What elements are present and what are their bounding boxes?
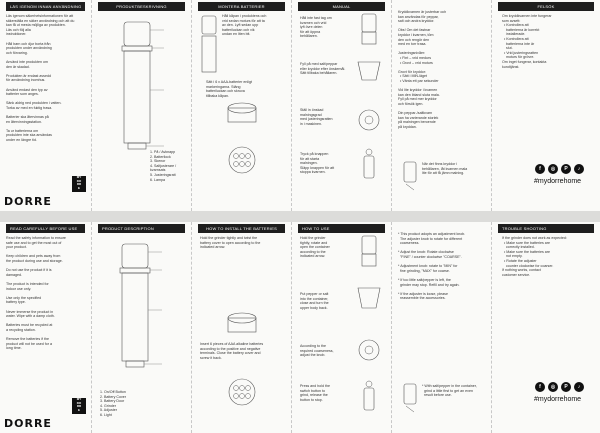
tiktok-icon[interactable]: ♪ [574,382,584,392]
adjustment-text: * This product adopts an adjustment knob. The adjuster knob to rotate for different coarseness. * Adjust the knob: Rotate clockwise "FINE" / counter clockwise "COARSE". * Adjustment knob: rotate to "MIN" for fine grinding, "MAX" for coarse. * If too little salt/pepper is left, the grinder may stop. Refill and try again. * If the adjuster is loose, please reassemble the accessories. [398,232,466,301]
usage-step-1: Håll inte fast tag om kvarnen och vrid lyft övre delen för att öppna behållaren. [300,16,332,39]
usage-step-2: Fyll på med salt/peppar eller kryddor efter önskemål. Sätt tillbaka behållaren. [300,62,346,76]
hashtag-text: #mydorrehome [534,396,582,403]
troubleshooting-text: If the grinder does not work as expected: • Make sure the batteries are correctly installed. • Make sure the batteries are not empty. • Rotate the adjuster counter clockwise for coarser. If nothing works, contact customer service. [502,236,567,277]
battery-header: HOW TO INSTALL THE BATTERIES [198,224,285,233]
social-icons [535,164,584,174]
sheet-divider [0,211,600,222]
battery-step-1: Hold the grinder tightly and twist the battery cover to open according to the indicated arrow. [200,236,261,250]
usage-illustrations [292,222,392,433]
usage-step-1: Hold the grinder tightly, rotate and open the container according to the indicated arrow. [300,236,330,259]
adjustment-last-step: När det finns kryddor i behållaren, låt kvarnen mala lite för att få jämn malning. [422,162,468,176]
instagram-icon[interactable]: ◎ [548,164,558,174]
usage-step-3: Ställ in önskad malningsgrad med justeringsratten in i maskinen. [300,108,333,126]
troubleshooting-panel [492,222,600,433]
brand-logo-box: MY DO RR E [72,398,86,414]
product-description-panel [92,222,192,433]
troubleshooting-text: Om kryddkvarnen inte fungerar som avsett: • Kontrollera att batterierna är korrekt installerade. • Kontrollera att batterierna inte är slut. • Vrid justeringsratten moturs för grövre. Om inget fungerar, kontakta kundtjänst. [502,14,552,69]
adjustment-panel [392,222,492,433]
troubleshooting-panel [492,0,600,211]
product-description-header: PRODUCT DESCRIPTION [98,224,185,233]
social-icons [535,382,584,392]
brand-logo-box: MY DO RR E [72,176,86,192]
facebook-icon[interactable]: f [535,382,545,392]
safety-header: LÄS IGENOM INNAN ANVÄNDNING [6,2,85,11]
usage-step-4: Press and hold the switch button to grind, release the button to stop. [300,384,330,402]
battery-illustrations [192,0,292,211]
usage-step-2: Put pepper or salt into the container, close and turn the upper body back. [300,292,329,310]
safety-text: Läs igenom säkerhetsinformationen för att säkerställa en säker användning och att du kan få ut mesta möjliga av produkten. Läs och följ alla instruktioner. Håll barn och djur borta från produkten under användning och förvaring. Använd inte produkten om den är skadad. Produkten är endast avsedd för användning inomhus. Använd endast den typ av batterier som anges. Sänk aldrig ned produkten i vatten. Torka av med en fuktig trasa. Batterier ska återvinnas på en återvinningsstation. Ta ur batterierna om produkten inte ska användas under en längre tid. [6,14,75,143]
part-list: 1. På / Avknapp 2. Batterilock 3. Skenor 4. Saltjusterare / kvarnsats 5. Justeringsratt 6. Lampa [150,150,177,182]
battery-step-2: Sätt i 6 x AAA-batterier enligt markeringarna. Stäng batteriluckan och skruva tillbaka kåpan. [206,80,252,98]
pinterest-icon[interactable]: P [561,382,571,392]
brand-wordmark: DORRE [4,417,52,430]
battery-illustrations [192,222,292,433]
hashtag-text: #mydorrehome [534,178,582,185]
part-list: 1. On/Off Button 2. Battery Cover 3. Battery Door 4. Grinder 5. Adjuster 6. Light [100,390,126,417]
product-description-panel [92,0,192,211]
adjustment-text: Kryddkvarnen är justerbar och kan användas för peppar, salt och andra kryddor. Obs! Om det fastnar kryddor i kvarnen, töm den och rengör den med en torr trasa. Justeringsnivåer: • Fint – vrid medurs • Grovt – vrid moturs Grovt för kryddor: • Sätt i MIN-läget • Vänta ett par sekunder Vid lite kryddor i kvarnen kan den ibland sluta mala. Fyll på med mer kryddor och försök igen. Din peppar-/saltkvarn kan ha varierande storlek på malningen beroende på kryddan. [398,10,447,129]
troubleshooting-header: FELSÖK [498,2,594,11]
brand-wordmark: DORRE [4,195,52,208]
battery-step-1: Håll kåpan i produktens och vrid sedan moturs för att ta av den. Lyft sedan upp batteriluckan och vik undan en liten bit. [222,14,267,37]
tiktok-icon[interactable]: ♪ [574,164,584,174]
manual-sheet-swedish [0,0,600,211]
battery-step-2: Insert 6 pieces of AAA alkaline batteries according to the positive and negative terminals. Close the battery cover and screw it back. [200,342,264,360]
facebook-icon[interactable]: f [535,164,545,174]
adjustment-illustration [392,222,492,433]
battery-panel [192,0,292,211]
safety-header: READ CAREFULLY BEFORE USE [6,224,85,233]
manual-sheet-english [0,222,600,433]
adjustment-illustration [392,0,492,211]
adjustment-last-step: * With salt/pepper in the container, grind a little first to get an even result before use. [422,384,477,398]
usage-header: MANUAL [298,2,385,11]
safety-text: Read the safety information to ensure safe use and to get the most out of your product. Keep children and pets away from the product during use and storage. Do not use the product if it is damaged. The product is intended for indoor use only. Use only the specified battery type. Never immerse the product in water. Wipe with a damp cloth. Batteries must be recycled at a recycling station. Remove the batteries if the product will not be used for a long time. [6,236,66,351]
instagram-icon[interactable]: ◎ [548,382,558,392]
safety-panel [0,222,92,433]
usage-step-4: Tryck på knappen för att starta malningen. Släpp knappen för att stoppa kvarnen. [300,152,335,175]
adjustment-panel [392,0,492,211]
battery-header: MONTERA BATTERIER [198,2,285,11]
troubleshooting-header: TROUBLE SHOOTING [498,224,594,233]
usage-illustrations [292,0,392,211]
usage-panel [292,222,392,433]
battery-panel [192,222,292,433]
usage-panel [292,0,392,211]
pinterest-icon[interactable]: P [561,164,571,174]
usage-step-3: According to the required coarseness, adjust the knob. [300,344,334,358]
usage-header: HOW TO USE [298,224,385,233]
product-description-header: PRODUKTBESKRIVNING [98,2,185,11]
safety-panel [0,0,92,211]
